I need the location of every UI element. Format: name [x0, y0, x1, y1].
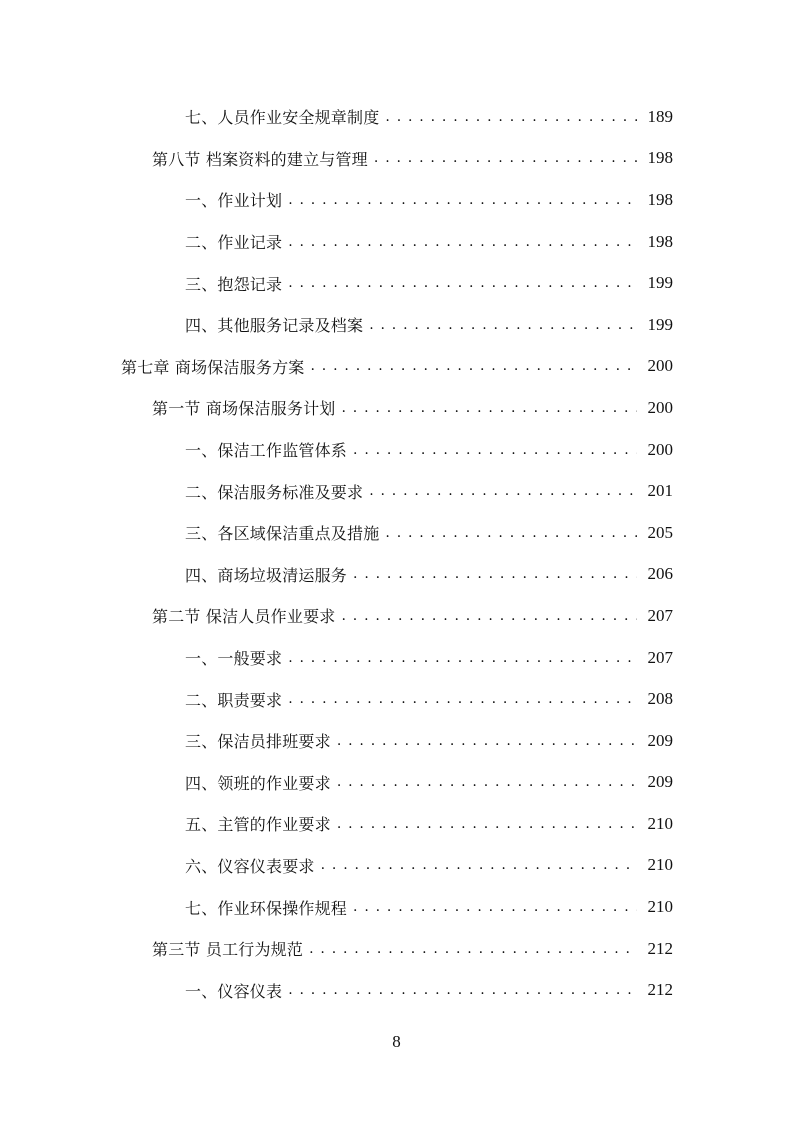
toc-entry[interactable] [0, 262, 793, 304]
toc-entry[interactable] [0, 554, 793, 596]
toc-leader-dots [353, 899, 637, 915]
toc-leader-dots [288, 982, 637, 998]
toc-entry-page: 207 [647, 647, 673, 667]
toc-entry-page: 189 [647, 106, 673, 126]
toc-leader-dots [311, 358, 638, 374]
toc-leader-dots [321, 857, 637, 873]
toc-entry-page: 200 [647, 439, 673, 459]
toc-entry-title: 三、保洁员排班要求 [185, 732, 331, 752]
toc-entry[interactable] [0, 678, 793, 720]
toc-entry-page: 198 [647, 189, 673, 209]
toc-entry-page: 201 [647, 481, 673, 501]
toc-entry-title: 四、商场垃圾清运服务 [185, 565, 348, 585]
toc-entry-title: 一、保洁工作监管体系 [185, 441, 348, 461]
toc-entry[interactable] [0, 720, 793, 762]
toc-entry-page: 210 [647, 813, 673, 833]
toc-entry-page: 199 [647, 273, 673, 293]
toc-leader-dots [353, 566, 637, 582]
toc-leader-dots [288, 691, 637, 707]
toc-leader-dots [337, 774, 637, 790]
toc-entry-page: 209 [647, 730, 673, 750]
toc-entry[interactable] [0, 387, 793, 429]
toc-entry-page: 212 [647, 980, 673, 1000]
toc-entry-title: 五、主管的作业要求 [185, 815, 331, 835]
toc-entry-title: 二、作业记录 [185, 233, 283, 253]
toc-entry-title: 一、仪容仪表 [185, 981, 283, 1001]
toc-entry-title: 第二节 保洁人员作业要求 [152, 607, 336, 627]
toc-entry-title: 一、一般要求 [185, 649, 283, 669]
toc-entry-title: 二、保洁服务标准及要求 [185, 482, 364, 502]
toc-leader-dots [369, 317, 637, 333]
toc-entry-title: 第八节 档案资料的建立与管理 [152, 149, 368, 169]
toc-leader-dots [385, 109, 637, 125]
toc-entry-title: 三、各区域保洁重点及措施 [185, 524, 380, 544]
toc-entry-title: 四、其他服务记录及档案 [185, 316, 364, 336]
toc-leader-dots [342, 608, 638, 624]
toc-entry[interactable] [0, 969, 793, 1011]
toc-entry[interactable] [0, 304, 793, 346]
toc-entry[interactable] [0, 96, 793, 138]
toc-entry-page: 208 [647, 689, 673, 709]
toc-entry-page: 212 [647, 938, 673, 958]
toc-entry[interactable] [0, 762, 793, 804]
toc-leader-dots [374, 150, 637, 166]
toc-entry-title: 一、作业计划 [185, 191, 283, 211]
toc-entry[interactable] [0, 512, 793, 554]
toc-entry-page: 205 [647, 522, 673, 542]
toc-entry-page: 206 [647, 564, 673, 584]
toc-entry-title: 二、职责要求 [185, 690, 283, 710]
toc-entry[interactable] [0, 470, 793, 512]
toc-entry-title: 第三节 员工行为规范 [152, 940, 304, 960]
toc-entry-page: 198 [647, 148, 673, 168]
table-of-contents [0, 96, 793, 1011]
toc-entry[interactable] [0, 138, 793, 180]
toc-entry-title: 六、仪容仪表要求 [185, 856, 315, 876]
toc-entry-page: 199 [647, 314, 673, 334]
toc-entry[interactable] [0, 179, 793, 221]
toc-leader-dots [288, 234, 637, 250]
toc-entry[interactable] [0, 595, 793, 637]
toc-leader-dots [369, 483, 637, 499]
toc-entry[interactable] [0, 928, 793, 970]
toc-entry[interactable] [0, 221, 793, 263]
toc-entry[interactable] [0, 886, 793, 928]
toc-leader-dots [342, 400, 638, 416]
toc-entry-title: 七、作业环保操作规程 [185, 898, 348, 918]
page-number: 8 [392, 1032, 401, 1051]
toc-entry-page: 209 [647, 772, 673, 792]
toc-entry[interactable] [0, 845, 793, 887]
toc-entry[interactable] [0, 346, 793, 388]
toc-entry-page: 207 [647, 605, 673, 625]
toc-leader-dots [309, 941, 637, 957]
toc-entry-page: 200 [647, 397, 673, 417]
toc-leader-dots [385, 525, 637, 541]
toc-entry-title: 第七章 商场保洁服务方案 [121, 357, 305, 377]
toc-entry-page: 210 [647, 855, 673, 875]
toc-entry[interactable] [0, 429, 793, 471]
toc-entry-title: 七、人员作业安全规章制度 [185, 108, 380, 128]
toc-leader-dots [288, 650, 637, 666]
toc-entry-title: 第一节 商场保洁服务计划 [152, 399, 336, 419]
toc-entry-page: 200 [647, 356, 673, 376]
toc-leader-dots [337, 816, 637, 832]
toc-leader-dots [288, 192, 637, 208]
toc-entry[interactable] [0, 803, 793, 845]
toc-entry-title: 四、领班的作业要求 [185, 773, 331, 793]
toc-leader-dots [337, 733, 637, 749]
toc-entry-title: 三、抱怨记录 [185, 274, 283, 294]
toc-entry[interactable] [0, 637, 793, 679]
toc-leader-dots [288, 275, 637, 291]
toc-entry-page: 210 [647, 897, 673, 917]
toc-leader-dots [353, 442, 637, 458]
toc-entry-page: 198 [647, 231, 673, 251]
